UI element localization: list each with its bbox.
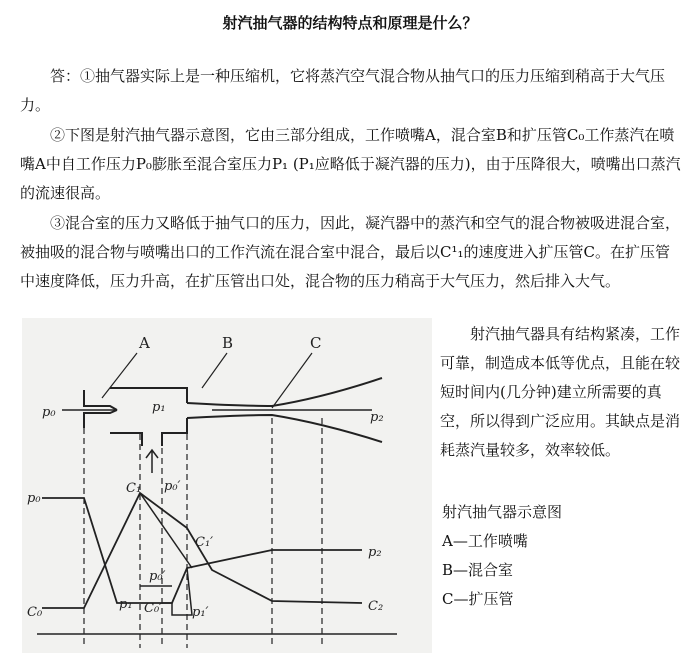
label-B: B (222, 334, 234, 352)
label-A: A (139, 334, 150, 352)
label-p0-in: p₀ (42, 405, 56, 420)
page-title: 射汽抽气器的结构特点和原理是什么？ (222, 14, 478, 32)
caption-item-a: A—工作喷嘴 (442, 532, 528, 550)
label-c1: C₁ (126, 481, 142, 496)
label-p0-suction: p₀′ (164, 479, 181, 494)
label-p1: p₁ (152, 400, 166, 415)
label-p0-left: p₀ (27, 491, 41, 506)
label-p2-right: p₂ (368, 545, 382, 560)
ejector-diagram (22, 318, 432, 653)
label-C: C (310, 334, 322, 352)
label-p1-lower: p₁ (119, 597, 133, 612)
label-p0-prime: p₀′ (149, 569, 166, 584)
caption-item-c: C—扩压管 (442, 590, 514, 608)
side-paragraph (440, 320, 680, 465)
label-c2: C₂ (368, 599, 384, 614)
answer-paragraph-2: ②下图是射汽抽气器示意图，它由三部分组成，工作喷嘴A，混合室B和扩压管C₀工作蒸汽在喷嘴A中自工作压力P₀膨胀至混合室压力P₁ (P₁应略低于凝汽器的压力)，由于压降很大，喷嘴出口蒸汽的流速很高。 (20, 126, 681, 202)
label-c0-prime: C₀′ (144, 601, 163, 616)
label-p2: p₂ (370, 410, 384, 425)
answer-paragraph-3: ③混合室的压力又略低于抽气口的压力，因此，凝汽器中的蒸汽和空气的混合物被吸进混合室，被抽吸的混合物与喷嘴出口的工作汽流在混合室中混合，最后以C¹₁的速度进入扩压管C。在扩压管中速度降低，压力升高，在扩压管出口处，混合物的压力稍高于大气压力，然后排入大气。 (20, 214, 681, 290)
caption-item-b: B—混合室 (442, 561, 514, 579)
answer-paragraph-1: 答：①抽气器实际上是一种压缩机，它将蒸汽空气混合物从抽气口的压力压缩到稍高于大气压力。 (20, 67, 666, 114)
caption-title: 射汽抽气器示意图 (442, 503, 563, 521)
side-paragraph-text: 射汽抽气器具有结构紧凑，工作可靠，制造成本低等优点，且能在较短时间内(几分钟)建立所需要的真空，所以得到广泛应用。其缺点是消耗蒸汽量较多，效率较低。 (440, 325, 681, 459)
label-p1-prime: p₁′ (192, 605, 209, 620)
label-c0: C₀ (27, 605, 43, 620)
diagram-caption (442, 498, 562, 614)
label-c1-prime: C₁′ (195, 535, 214, 550)
